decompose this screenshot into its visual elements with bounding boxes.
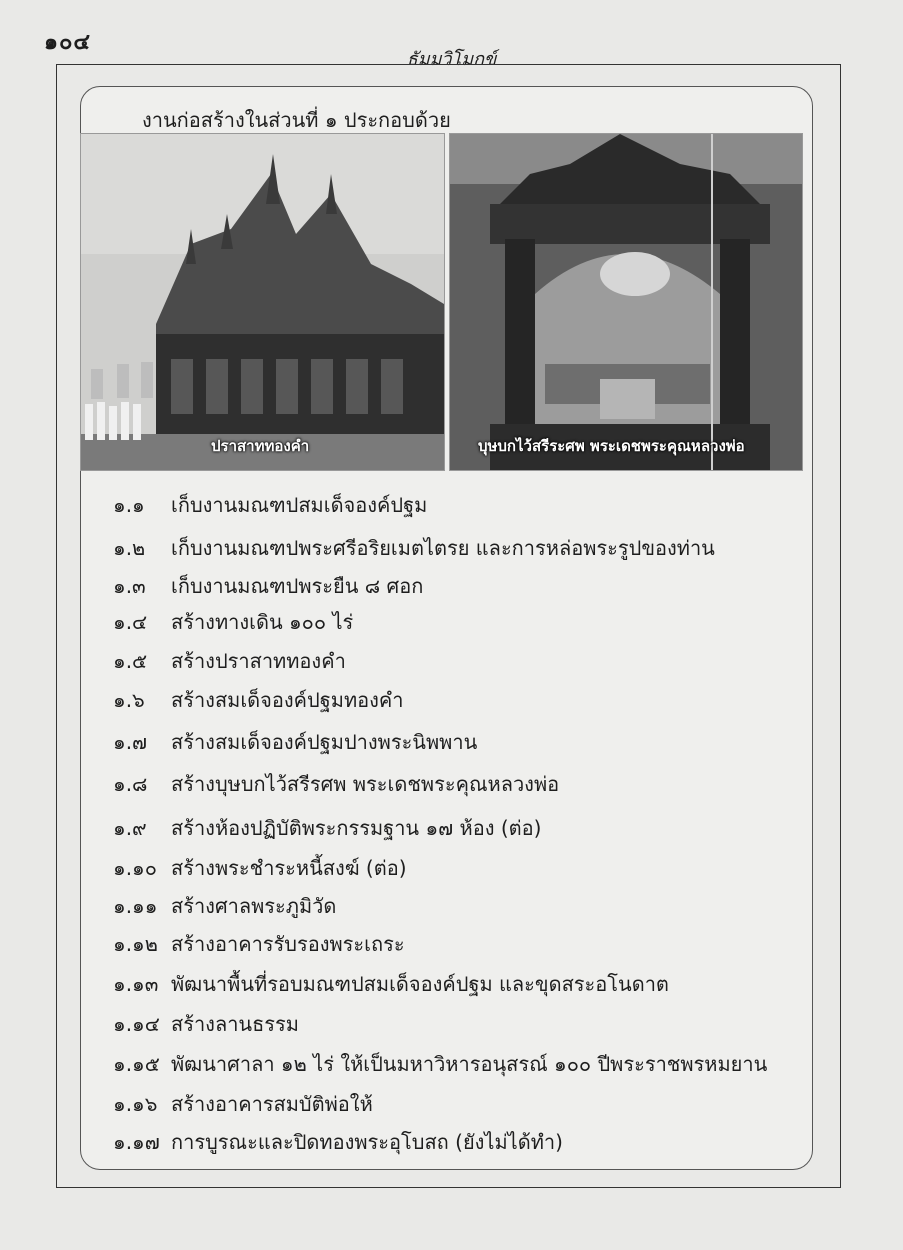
intro-text: งานก่อสร้างในส่วนที่ ๑ ประกอบด้วย bbox=[142, 108, 451, 132]
list-item bbox=[113, 968, 669, 1000]
item-text: สร้างปราสาททองคำ bbox=[171, 649, 346, 673]
item-number: ๑.๑๖ bbox=[113, 1092, 158, 1116]
item-number: ๑.๖ bbox=[113, 688, 145, 712]
item-text: สร้างบุษบกไว้สรีรศพ พระเดชพระคุณหลวงพ่อ bbox=[171, 772, 560, 796]
item-text: สร้างสมเด็จองค์ปฐมปางพระนิพพาน bbox=[171, 730, 478, 754]
item-text: พัฒนาพื้นที่รอบมณฑปสมเด็จองค์ปฐม และขุดสระอโนดาต bbox=[171, 972, 669, 996]
item-number: ๑.๑๕ bbox=[113, 1052, 160, 1076]
item-number: ๑.๒ bbox=[113, 536, 146, 560]
list-item bbox=[113, 532, 715, 564]
item-number: ๑.๔ bbox=[113, 610, 148, 634]
list-item bbox=[113, 489, 427, 521]
pavilion-caption: บุษบกไว้สรีระศพ พระเดชพระคุณหลวงพ่อ bbox=[478, 437, 745, 455]
list-item bbox=[113, 1008, 299, 1040]
list-item bbox=[113, 812, 541, 844]
list-item bbox=[113, 684, 404, 716]
item-text: สร้างห้องปฏิบัติพระกรรมฐาน ๑๗ ห้อง (ต่อ) bbox=[171, 816, 542, 840]
item-text: สร้างทางเดิน ๑๐๐ ไร่ bbox=[171, 610, 354, 634]
list-item bbox=[113, 1088, 373, 1120]
item-text: สร้างสมเด็จองค์ปฐมทองคำ bbox=[171, 688, 404, 712]
running-header: ธัมมวิโมกข์ bbox=[406, 49, 497, 70]
item-number: ๑.๗ bbox=[113, 730, 148, 754]
item-number: ๑.๑ bbox=[113, 493, 145, 517]
pavilion-photo bbox=[449, 133, 803, 471]
list-item bbox=[113, 726, 477, 758]
item-text: เก็บงานมณฑปสมเด็จองค์ปฐม bbox=[171, 493, 428, 517]
page-number: ๑๐๔ bbox=[44, 30, 92, 55]
item-text: สร้างอาคารสมบัติพ่อให้ bbox=[171, 1092, 373, 1116]
item-number: ๑.๑๗ bbox=[113, 1130, 160, 1154]
item-number: ๑.๘ bbox=[113, 772, 148, 796]
item-number: ๑.๓ bbox=[113, 574, 146, 598]
pavilion-illustration bbox=[450, 134, 802, 470]
list-item bbox=[113, 768, 559, 800]
item-number: ๑.๑๐ bbox=[113, 856, 157, 880]
list-item bbox=[113, 1048, 767, 1080]
item-number: ๑.๑๓ bbox=[113, 972, 159, 996]
item-number: ๑.๕ bbox=[113, 649, 148, 673]
item-text: สร้างศาลพระภูมิวัด bbox=[171, 894, 337, 918]
item-text: เก็บงานมณฑปพระยืน ๘ ศอก bbox=[171, 574, 424, 598]
item-number: ๑.๙ bbox=[113, 816, 147, 840]
item-text: พัฒนาศาลา ๑๒ ไร่ ให้เป็นมหาวิหารอนุสรณ์ ๑๐๐ ปีพระราชพรหมยาน bbox=[171, 1052, 768, 1076]
golden-castle-caption: ปราสาททองคำ bbox=[211, 437, 310, 455]
item-number: ๑.๑๔ bbox=[113, 1012, 160, 1036]
list-item bbox=[113, 890, 336, 922]
list-item bbox=[113, 606, 353, 638]
list-item bbox=[113, 1126, 563, 1158]
item-text: สร้างอาคารรับรองพระเถระ bbox=[171, 932, 405, 956]
item-text: การบูรณะและปิดทองพระอุโบสถ (ยังไม่ได้ทำ) bbox=[171, 1130, 563, 1154]
golden-castle-illustration bbox=[81, 134, 444, 470]
list-item bbox=[113, 570, 423, 602]
list-item bbox=[113, 852, 407, 884]
item-text: สร้างพระชำระหนี้สงฆ์ (ต่อ) bbox=[171, 856, 407, 880]
list-item bbox=[113, 645, 346, 677]
golden-castle-photo bbox=[80, 133, 445, 471]
item-number: ๑.๑๒ bbox=[113, 932, 158, 956]
item-text: เก็บงานมณฑปพระศรีอริยเมตไตรย และการหล่อพระรูปของท่าน bbox=[171, 536, 715, 560]
item-number: ๑.๑๑ bbox=[113, 894, 158, 918]
list-item bbox=[113, 928, 405, 960]
item-text: สร้างลานธรรม bbox=[171, 1012, 299, 1036]
